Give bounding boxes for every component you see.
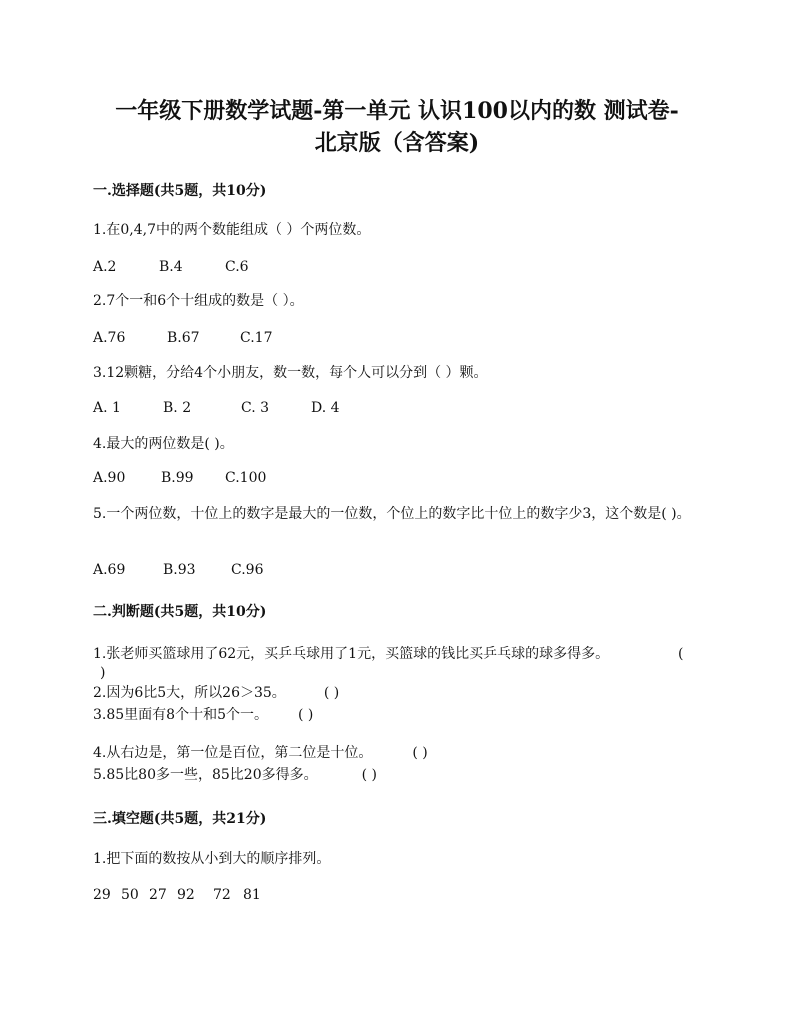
option-a: A.2 (93, 259, 117, 275)
judgement-question-2-text: 2.因为6比5大，所以26＞35。 (93, 685, 286, 701)
option-b: B.93 (163, 562, 196, 578)
section-heading-choice: 一.选择题(共5题，共10分) (93, 183, 267, 199)
number-item: 72 (213, 887, 231, 903)
judgement-question-1-bracket-close: ) (100, 665, 106, 681)
option-a: A.90 (93, 470, 126, 486)
judgement-question-5-text: 5.85比80多一些，85比20多得多。 (93, 767, 318, 783)
option-b: B.67 (167, 330, 200, 346)
choice-question-2-options (93, 330, 272, 346)
judgement-question-5 (93, 764, 377, 786)
answer-bracket: ( ) (298, 707, 314, 723)
option-c: C.96 (231, 562, 264, 578)
choice-question-1-options (93, 259, 249, 275)
judgement-question-2 (93, 682, 339, 704)
number-item: 50 (121, 887, 139, 903)
option-a: A.76 (93, 330, 126, 346)
fill-question-1-numbers (93, 887, 261, 903)
judgement-question-3 (93, 704, 313, 726)
option-c: C.6 (225, 259, 249, 275)
judgement-question-3-text: 3.85里面有8个十和5个一。 (93, 707, 268, 723)
number-item: 29 (93, 887, 111, 903)
option-b: B.4 (159, 259, 183, 275)
page-title-line-1: 一年级下册数学试题-第一单元 认识100以内的数 测试卷- (115, 98, 679, 124)
section-heading-judgement: 二.判断题(共5题，共10分) (93, 604, 267, 620)
choice-question-3: 3.12颗糖，分给4个小朋友，数一数，每个人可以分到（ ）颗。 (93, 365, 488, 381)
choice-question-3-options (93, 400, 340, 416)
number-item: 27 (149, 887, 167, 903)
judgement-question-4 (93, 742, 428, 764)
judgement-question-1-text: 1.张老师买篮球用了62元，买乒乓球用了1元，买篮球的钱比买乒乓球的球多得多。 (93, 646, 610, 662)
option-a: A.69 (93, 562, 126, 578)
answer-bracket: ( ) (361, 767, 377, 783)
option-c: C. 3 (241, 400, 270, 416)
choice-question-5-options (93, 562, 263, 578)
choice-question-1: 1.在0,4,7中的两个数能组成（ ）个两位数。 (93, 222, 371, 238)
judgement-question-1 (93, 643, 609, 665)
page-title-line-2: 北京版（含答案) (314, 130, 480, 156)
judgement-question-4-text: 4.从右边是，第一位是百位，第二位是十位。 (93, 745, 373, 761)
option-b: B.99 (161, 470, 194, 486)
option-a: A. 1 (93, 400, 121, 416)
option-c: C.100 (225, 470, 267, 486)
choice-question-4: 4.最大的两位数是( )。 (93, 436, 234, 452)
section-heading-fill: 三.填空题(共5题，共21分) (93, 811, 267, 827)
choice-question-4-options (93, 470, 266, 486)
number-item: 92 (177, 887, 195, 903)
answer-bracket: ( ) (412, 745, 428, 761)
judgement-question-1-bracket-open: ( (678, 646, 684, 662)
answer-bracket: ( ) (323, 685, 340, 701)
option-c: C.17 (240, 330, 273, 346)
option-d: D. 4 (311, 400, 340, 416)
option-b: B. 2 (163, 400, 192, 416)
choice-question-2: 2.7个一和6个十组成的数是（ ）。 (93, 293, 304, 309)
fill-question-1: 1.把下面的数按从小到大的顺序排列。 (93, 851, 331, 867)
number-item: 81 (243, 887, 261, 903)
choice-question-5: 5.一个两位数，十位上的数字是最大的一位数，个位上的数字比十位上的数字少3，这个数是( )。 (93, 506, 691, 522)
